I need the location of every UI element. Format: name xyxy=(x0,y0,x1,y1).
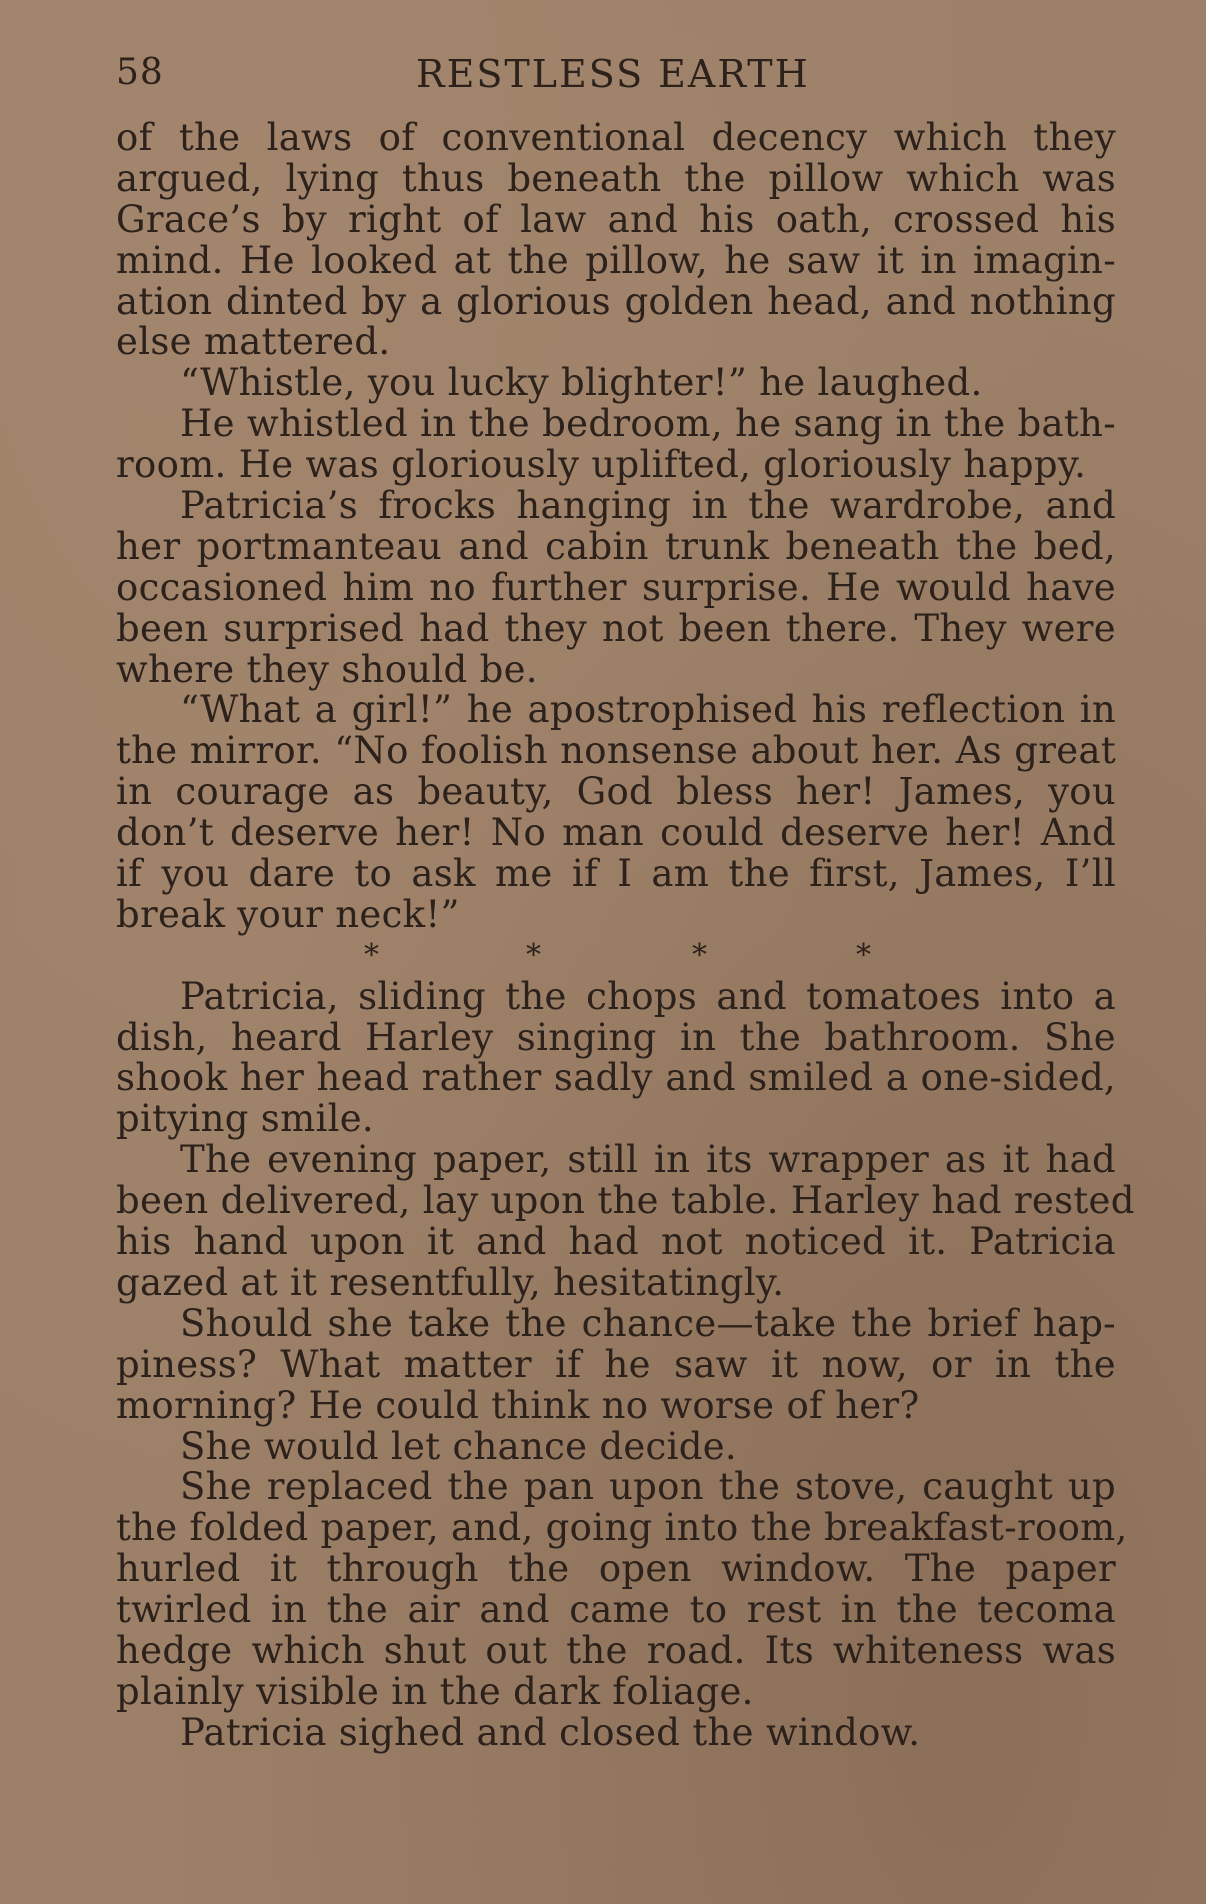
text-line: the mirror. “No foolish nonsense about her. As great xyxy=(116,729,1116,773)
text-line: twirled in the air and came to rest in the tecoma xyxy=(116,1588,1116,1632)
text-line: Should she take the chance—take the brief hap- xyxy=(180,1301,1116,1345)
text-line: shook her head rather sadly and smiled a one-sided, xyxy=(116,1056,1116,1100)
text-line: ation dinted by a glorious golden head, and nothing xyxy=(116,279,1116,323)
text-line: if you dare to ask me if I am the first, James, I’ll xyxy=(116,852,1116,896)
text-line: her portmanteau and cabin trunk beneath the bed, xyxy=(116,524,1116,568)
text-line: morning? He could think no worse of her? xyxy=(116,1383,920,1427)
page-number: 58 xyxy=(116,52,164,93)
text-line: dish, heard Harley singing in the bathroom. She xyxy=(116,1015,1116,1059)
text-line: hedge which shut out the road. Its whiteness was xyxy=(116,1628,1116,1672)
text-line: been delivered, lay upon the table. Harley had rested xyxy=(116,1179,1135,1223)
text-line: where they should be. xyxy=(116,647,538,691)
text-line: Patricia’s frocks hanging in the wardrobe, and xyxy=(180,484,1116,528)
text-line: don’t deserve her! No man could deserve her! And xyxy=(116,811,1116,855)
text-line: else mattered. xyxy=(116,320,391,364)
running-title: RESTLESS EARTH xyxy=(416,52,810,96)
text-line: his hand upon it and had not noticed it. Patricia xyxy=(116,1220,1116,1264)
text-line: She would let chance decide. xyxy=(180,1424,737,1468)
text-line: Grace’s by right of law and his oath, crossed his xyxy=(116,197,1116,241)
body-text xyxy=(116,116,1135,1754)
text-line: mind. He looked at the pillow, he saw it in imagin- xyxy=(116,238,1116,282)
section-break-star: * xyxy=(526,937,541,973)
text-line: He whistled in the bedroom, he sang in the bath- xyxy=(180,402,1116,446)
section-break-star: * xyxy=(364,937,379,973)
section-break xyxy=(116,936,1116,977)
text-line: been surprised had they not been there. They were xyxy=(116,606,1116,650)
text-line: Patricia sighed and closed the window. xyxy=(180,1710,921,1754)
text-line: gazed at it resentfully, hesitatingly. xyxy=(116,1260,785,1304)
text-line: in courage as beauty, God bless her! James, you xyxy=(116,770,1116,814)
text-line: occasioned him no further surprise. He would have xyxy=(116,565,1116,609)
text-line: She replaced the pan upon the stove, caught up xyxy=(180,1465,1116,1509)
text-line: of the laws of conventional decency which they xyxy=(116,116,1116,159)
text-line: room. He was gloriously uplifted, gloriously happy. xyxy=(116,443,1087,487)
text-line: The evening paper, still in its wrapper as it had xyxy=(180,1138,1116,1182)
running-head xyxy=(116,52,1116,102)
section-break-star: * xyxy=(856,937,871,973)
text-line: the folded paper, and, going into the breakfast-room, xyxy=(116,1506,1128,1550)
text-line: Patricia, sliding the chops and tomatoes into a xyxy=(180,974,1116,1018)
text-line: “What a girl!” he apostrophised his reflection in xyxy=(180,688,1116,732)
text-line: plainly visible in the dark foliage. xyxy=(116,1669,754,1713)
text-line: break your neck!” xyxy=(116,892,460,936)
text-line: pitying smile. xyxy=(116,1097,374,1141)
text-line: “Whistle, you lucky blighter!” he laughed. xyxy=(180,361,983,405)
text-line: hurled it through the open window. The paper xyxy=(116,1547,1116,1591)
text-line: piness? What matter if he saw it now, or in the xyxy=(116,1342,1116,1386)
section-break-star: * xyxy=(692,937,707,973)
text-line: argued, lying thus beneath the pillow which was xyxy=(116,156,1116,200)
